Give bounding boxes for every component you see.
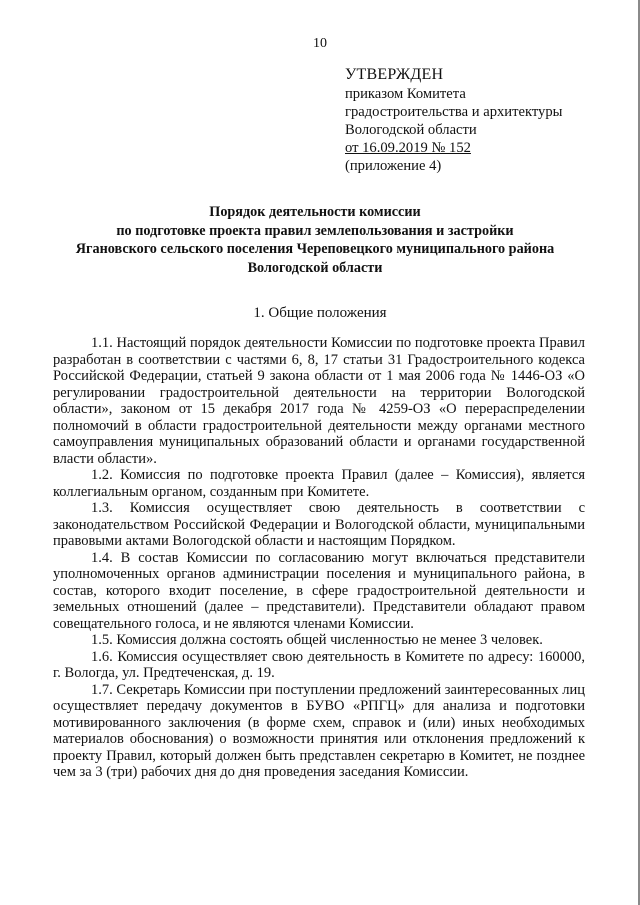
approval-title: УТВЕРЖДЕН: [345, 66, 444, 83]
approval-line: Вологодской области: [345, 122, 477, 138]
title-line: Вологодской области: [247, 259, 383, 276]
paragraph-1-7: 1.7. Секретарь Комиссии при поступлении предложений заинтересованных лиц осуществляет передачу документов в БУВО «РПГЦ» для анализа и подготовки мотивированного заключения (в форме схем, справок и (или) иных необходимых материалов обоснования) о возможности принятия или отклонения предложений к проекту Правил, который должен быть представлен секретарю в Комитет, не позднее чем за 3 (три) рабочих дня до дня проведения заседания Комиссии.: [53, 681, 585, 780]
approval-order: от 16.09.2019 № 152: [345, 140, 471, 156]
approval-line: градостроительства и архитектуры: [345, 104, 563, 120]
paragraph-1-1: 1.1. Настоящий порядок деятельности Комиссии по подготовке проекта Правил разработан в соответствии с частями 6, 8, 17 статьи 31 Градостроительного кодекса Российской Федерации, статьей 9 закона области от 1 мая 2006 года № 1446-ОЗ «О регулировании градостроительной деятельности на территории Вологодской области», законом от 15 декабря 2017 года № 4259-ОЗ «О перераспределении полномочий в области градостроительной деятельности между органами местного самоуправления муниципальных образований области и органами государственной власти области».: [53, 335, 585, 467]
title-line: Ягановского сельского поселения Череповецкого муниципального района: [75, 241, 555, 257]
paragraph-1-3: 1.3. Комиссия осуществляет свою деятельность в соответствии с законодательством Российской Федерации и Вологодской области, муниципальными правовыми актами Вологодской области и настоящим Порядком.: [53, 500, 585, 549]
approval-appendix: (приложение 4): [345, 158, 442, 174]
title-line: Порядок деятельности комиссии: [209, 204, 421, 220]
page-number: 10: [313, 36, 327, 51]
paragraph-1-2: 1.2. Комиссия по подготовке проекта Правил (далее – Комиссия), является коллегиальным органом, созданным при Комитете.: [53, 467, 585, 500]
paragraph-1-6: 1.6. Комиссия осуществляет свою деятельность в Комитете по адресу: 160000, г. Вологда, ул. Предтеченская, д. 19.: [53, 648, 585, 681]
paragraph-1-5: 1.5. Комиссия должна состоять общей численностью не менее 3 человек.: [91, 632, 543, 648]
document-body: [53, 335, 585, 781]
approval-line: приказом Комитета: [345, 86, 466, 102]
section-heading: 1. Общие положения: [253, 305, 387, 321]
approval-stamp: [345, 66, 625, 175]
title-line: по подготовке проекта правил землепользования и застройки: [116, 222, 514, 239]
paragraph-1-4: 1.4. В состав Комиссии по согласованию могут включаться представители уполномоченных органов администрации поселения и муниципального района, в состав, которого входит поселение, в сфере градостроительной деятельности и земельных отношений (далее – представители). Представители обладают правом совещательного голоса, и не являются членами Комиссии.: [53, 549, 585, 632]
document-title: [40, 203, 590, 277]
